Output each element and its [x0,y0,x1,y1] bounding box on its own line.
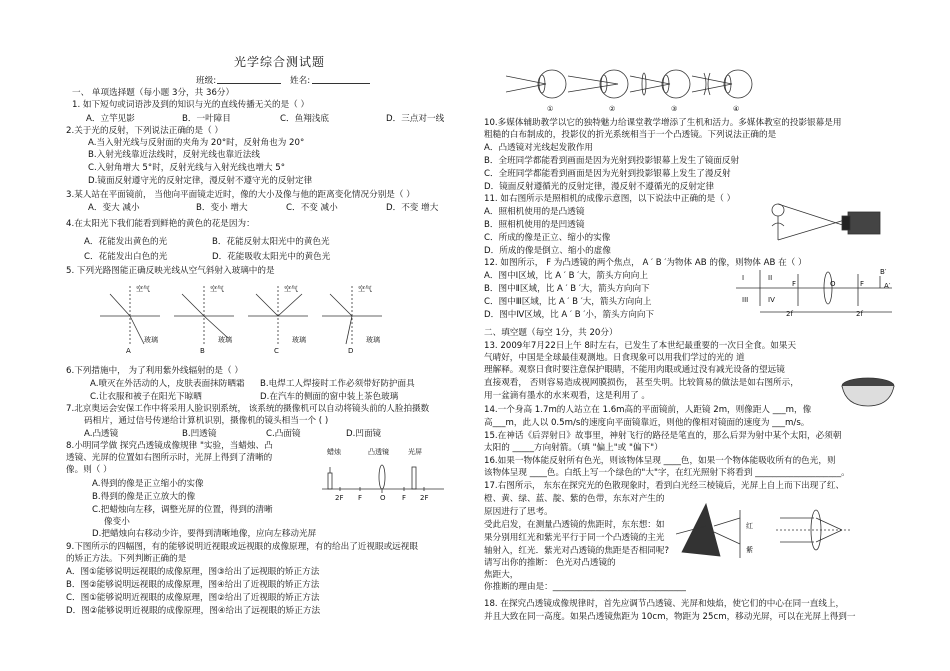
q4-option-a: A．花能发出黄色的光 [84,237,168,247]
question-5: 5. 下列光路图能正确反映光线从空气斜射入玻璃中的是 [66,266,275,276]
question-8-cont2: 像。则（ ） [66,465,112,475]
question-18: 18. 在探究凸透镜成像规律时，首先应调节凸透镜、光屏和烛焰，使它们的中心在同一直线上， [484,599,845,609]
name-blank[interactable] [312,74,370,84]
q6-option-c: C.让衣服和被子在阳光下晾晒 [90,392,202,402]
question-16: 16.如果一物体能反射所有色光，则该物体呈现 ____色，如果一个物体能吸收所有的色光，则 [484,456,836,466]
question-6: 6.下列措施中， 为了利用紫外线辐射的是（ ） [66,366,243,376]
q5-d-glass-label: 玻璃 [366,336,380,344]
question-7: 7.北京奥运会安保工作中将采用人脸识别系统， 该系统的摄像机可以自动将镜头前的人脸拍摄数 [66,404,430,414]
q6-option-d: D.在汽车的侧面的窗中装上茶色玻璃 [260,392,399,402]
q7-option-c: C.凸面镜 [266,429,301,439]
question-16-cont: 该物体呈现 ____色。白纸上写一个绿色的"大"字，在红光照射下将看到 ____________________。 [484,468,850,478]
question-10: 10.多媒体辅助教学以它的独特魅力给课堂教学增添了生机和活力。多媒体教室的投影银幕是用 [484,118,842,128]
q7-option-b: B.凹透镜 [182,429,217,439]
q8-option-a: A.得到的像是正立缩小的实像 [92,479,204,489]
q3-option-d: D．不变 增大 [386,203,439,213]
page-title: 光学综合测试题 [234,55,326,69]
question-17-cont6: 请写出你的推断： 色光对凸透镜的 [484,558,616,568]
q8-tick-f-right: F [402,494,407,502]
question-17-cont: 橙、黄、绿、蓝、靛、紫的色带，东东对产生的 [484,494,665,504]
question-7-cont: 码相片，通过信号传递给计算机识别，摄像机的镜头相当一个 ( ) [84,416,329,426]
q12-region-2: II [768,274,773,282]
q5-b-air-label: 空气 [210,285,224,293]
q1-option-d: D．三点对一线 [386,114,445,124]
q9-option-a: A．图①能够说明远视眼的成像原理，图③给出了远视眼的矫正方法 [66,567,320,577]
q8-option-b: B.得到的像是正立放大的像 [92,492,196,502]
q3-option-a: A．变大 减小 [88,203,140,213]
question-14-cont: 高___m，此人以 0.5m/s的速度向平面镜靠近，则他的像相对镜面的速度为 ___m/s。 [484,418,810,428]
question-12: 12. 如图所示， F 为凸透镜的两个焦点， A ′ B ′为物体 AB 的像，则物体 AB 在（ ） [484,258,807,268]
question-2: 2.关于光的反射，下列说法正确的是（ ） [66,126,224,136]
q5-d-air-label: 空气 [358,285,372,293]
question-17-cont7: 焦距大， [484,570,519,580]
q3-option-c: C．不变 减小 [286,203,338,213]
question-17-cont5: 轴射入，红光．紫光对凸透镜的焦距是否相同呢? [484,546,670,556]
q9-eye-diagrams [506,62,756,106]
q4-option-d: D．花能吸收太阳光中的黄色光 [212,252,331,262]
question-17-cont8: 你推断的理由是：_______________________________ [484,582,686,592]
q3-option-b: B．变小 增大 [196,203,248,213]
question-13-cont: 气晴好，中国是全球最佳观测地。日食现象可以用我们学过的光的 道 [484,353,745,363]
q8-lens-label: 凸透镜 [368,448,389,456]
q13-basin-figure [838,372,898,412]
q5-c-air-label: 空气 [284,285,298,293]
q8-screen-label: 光屏 [408,448,422,456]
q17-purple-label: 紫 [746,546,753,554]
q5-label-a: A [126,347,131,355]
q11-option-c: C．所成的像是正立、缩小的实像 [484,233,611,243]
q12-region-4: IV [768,296,775,304]
q11-option-b: B．照相机使用的是凹透镜 [484,220,585,230]
q5-c-glass-label: 玻璃 [292,336,306,344]
q17-red-label: 红 [746,522,753,530]
question-8-cont: 透镜、光屏的位置如右图所示时，光屏上得到了清晰的 [66,453,273,463]
q5-a-air-label: 空气 [136,285,150,293]
q12-2f-right: 2f [856,310,863,318]
q8-tick-f-left: F [358,494,363,502]
question-10-cont: 粗糙的白布制成的，投影仪的折光系统相当于一个凸透镜。下列说法正确的是 [484,130,777,140]
q8-tick-2f-right: 2F [420,494,429,502]
question-18-cont: 并且大致在同一高度。如果凸透镜焦距为 10cm，物距为 25cm，移动光屏，可以在光屏上得到一 [484,612,856,622]
q8-option-c: C.把蜡烛向左移，调整光屏的位置，得到的清晰 [92,505,273,515]
q9-option-c: C．图①能够说明近视眼的成像原理，图②给出了近视眼的矫正方法 [66,593,320,603]
section-2-heading: 二、填空题（每空 1分，共 20分） [484,328,618,338]
question-17-cont3: 受此启发，在测量凸透镜的焦距时，东东想：如 [484,520,665,530]
question-13-cont3: 直接观看， 否则容易造成视网膜损伤， 甚至失明。比较简易的做法是如右图所示， [484,378,799,388]
q8-tick-2f-left: 2F [335,494,344,502]
question-17-cont2: 原因进行了思考。 [484,507,553,517]
class-blank[interactable] [217,74,281,84]
question-11: 11. 如右图所示是照相机的成像示意图，以下说法中正确的是（ ） [484,194,736,204]
q12-2f-left: 2f [786,310,793,318]
question-17-cont4: 果分别用红光和紫光平行于同一个凸透镜的主光 [484,533,665,543]
eye-label-2: ② [609,105,616,113]
section-1-heading: 一、 单项选择题（每小题 3分，共 36分） [72,88,235,98]
question-14: 14.一个身高 1.7m的人站立在 1.6m高的平面镜前，人距镜 2m，则像距人 ___m，像 [484,405,812,415]
eye-label-1: ① [547,105,554,113]
q4-option-c: C．花能发出白色的光 [84,252,168,262]
q8-option-d: D.把蜡烛向右移动少许，要得到清晰地像，应向左移动光屏 [92,529,317,539]
question-17: 17.右图所示， 东东在探究光的色散现象时，看到白光经三棱镜后，光屏上自上而下出现了红、 [484,481,845,491]
eye-label-4: ④ [733,105,740,113]
q5-label-d: D [348,347,354,355]
q12-center-o: O [830,280,836,288]
q7-option-d: D.凹面镜 [346,429,382,439]
question-13-cont2: 理解释。观察日食时要注意保护眼睛，不能用肉眼或通过没有减光设备的望远镜 [484,365,785,375]
question-13-cont4: 用一盆滴有墨水的水来观看，这是利用了 。 [484,391,651,401]
q5-label-b: B [200,347,205,355]
q12-region-1: I [742,274,745,282]
q9-option-b: B．图②能够说明远视眼的成像原理，图④给出了近视眼的矫正方法 [66,580,320,590]
q12-option-d: D．图中Ⅳ区域，比 A ′ B ′小，箭头方向向下 [484,310,655,320]
question-9: 9.下图所示的四幅图，有的能够说明近视眼或远视眼的成像原理，有的给出了近视眼或远视眼 [66,542,418,552]
question-15-cont: 太阳的 _____方向射箭。（填 "偏上"或 "偏下"） [484,443,663,453]
q9-option-d: D．图②能够说明近视眼的成像原理，图④给出了远视眼的矫正方法 [66,606,321,616]
q6-option-a: A.喷灭在外活动的人，皮肤表面抹防晒霜 [90,379,245,389]
q17-prism-figure [676,496,852,570]
q1-option-b: B．一叶障目 [182,114,231,124]
question-8: 8.小明同学做 探究凸透镜成像规律 "实验，当蜡烛、凸 [66,441,273,451]
q12-region-3: III [742,296,749,304]
q12-option-c: C．图中Ⅲ区域，比 A ′ B ′大，箭头方向向上 [484,297,652,307]
q2-option-a: A.当入射光线与反射面的夹角为 20°时，反射角也为 20° [88,138,305,148]
q5-label-c: C [274,347,279,355]
q10-option-c: C．全班同学都能看到画面是因为光射到投影银幕上发生了漫反射 [484,169,731,179]
q8-option-c-cont: 像变小 [104,517,130,527]
q12-label-b-prime: B′ [880,268,887,276]
q12-focus-left: F [792,280,797,288]
question-15: 15.在神话《后羿射日》故事里，神射飞行的路径是笔直的，那么后羿为射中某个太阳，必须朝 [484,431,842,441]
q12-lens-regions-figure [732,266,896,324]
q12-option-b: B．图中Ⅱ区域，比 A ′ B ′大，箭头方向向下 [484,284,650,294]
name-label: 姓名: [290,76,311,86]
q1-option-a: A．立竿见影 [86,114,135,124]
q10-option-a: A．凸透镜对光线起发散作用 [484,143,594,153]
q5-a-glass-label: 玻璃 [144,336,158,344]
question-9-cont: 的矫正方法。下列判断正确的是 [66,554,187,564]
question-3: 3.某人站在平面镜前， 当他向平面镜走近时，像的大小及像与他的距离变化情况分别是（ ） [66,190,415,200]
q12-focus-right: F [860,280,865,288]
q12-label-a-prime: A′ [884,282,891,290]
q11-camera-figure [762,190,888,256]
q8-candle-label: 蜡烛 [327,448,341,456]
question-1: 1. 如下短句或词语涉及到的知识与光的直线传播无关的是（ ） [72,100,310,110]
q1-option-c: C．鱼翔浅底 [280,114,329,124]
q4-option-b: B．花能反射太阳光中的黄色光 [212,237,330,247]
q12-option-a: A．图中Ⅰ区域，比 A ′ B ′大，箭头方向向上 [484,271,648,281]
q10-option-b: B．全班同学都能看到画面是因为光射到投影银幕上发生了镜面反射 [484,156,740,166]
q7-option-a: A.凸透镜 [84,429,119,439]
q11-option-a: A．照相机使用的是凸透镜 [484,207,585,217]
q11-option-d: D．所成的像是倒立、缩小的虚像 [484,246,611,256]
q8-tick-o: O [380,494,386,502]
question-4: 4.在太阳光下我们能看到鲜艳的黄色的花是因为： [66,219,255,229]
q10-option-d: D．镜面反射遵循光的反射定律，漫反射不遵循光的反射定律 [484,182,715,192]
q6-option-b: B.电焊工人焊接时工作必须带好防护面具 [260,379,415,389]
question-13: 13. 2009年7月22日上午 8时左右，已发生了本世纪最重要的一次日全食。如果天 [484,341,797,351]
eye-label-3: ③ [671,105,678,113]
q2-option-d: D.镜面反射遵守光的反射定律，漫反射不遵守光的反射定律 [88,176,313,186]
q2-option-b: B.入射光线靠近法线时，反射光线也靠近法线 [88,150,260,160]
q2-option-c: C.入射角增大 5°时，反射光线与入射光线也增大 5° [88,163,286,173]
q5-b-glass-label: 玻璃 [218,336,232,344]
class-label: 班级: [196,76,217,86]
